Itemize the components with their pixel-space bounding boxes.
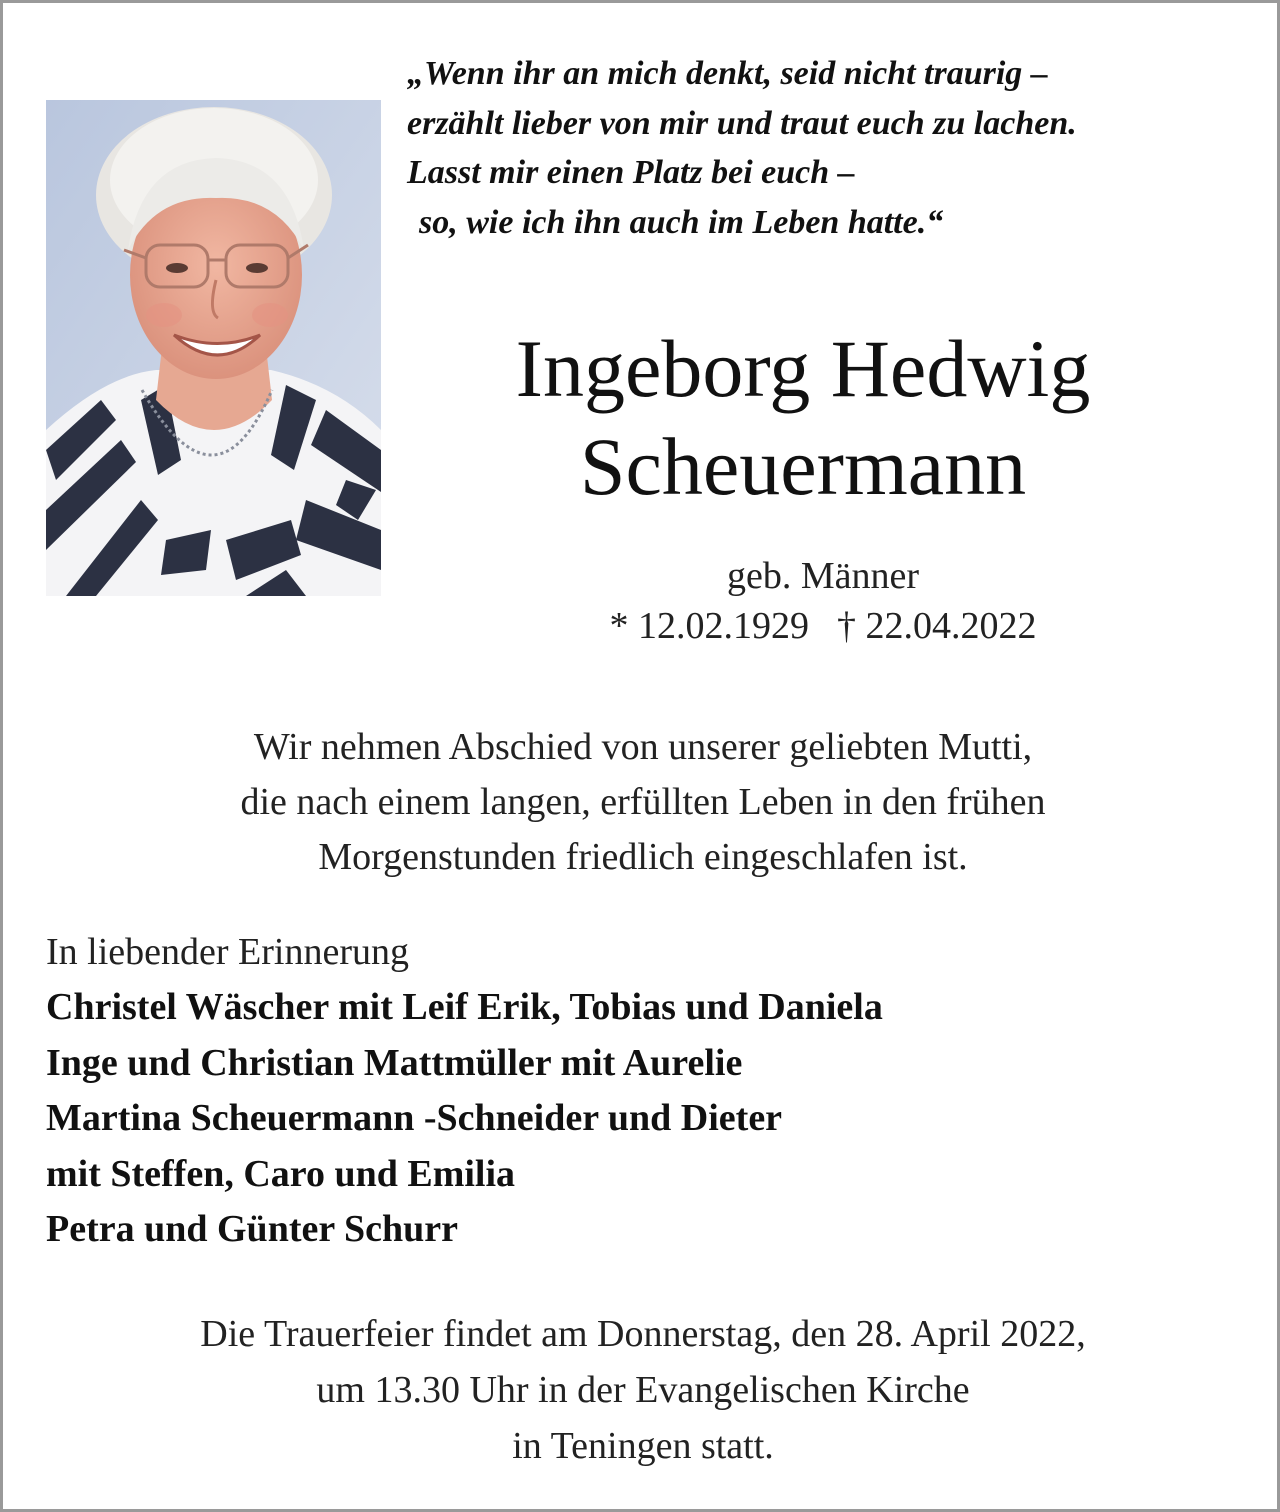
deceased-name [403,320,1203,516]
maiden-name: geb. Männer [726,555,920,597]
birth-date: * 12.02.1929 [609,605,809,647]
memorial-quote [407,49,1237,247]
mourner-line: Martina Scheuermann -Schneider und Dieter [46,1097,783,1139]
quote-line: „Wenn ihr an mich denkt, seid nicht traurig – [407,55,1048,92]
mourner-line: Christel Wäscher mit Leif Erik, Tobias und Daniela [46,986,883,1028]
farewell-text [43,720,1243,885]
funeral-service-info [43,1306,1243,1474]
portrait-illustration [46,100,381,596]
mourners-intro: In liebender Erinnerung [46,931,409,973]
farewell-line: Wir nehmen Abschied von unserer geliebten Mutti, [253,726,1033,768]
quote-line: erzählt lieber von mir und traut euch zu lachen. [407,104,1077,142]
portrait-photo [46,100,381,596]
quote-line: so, wie ich ihn auch im Leben hatte.“ [419,203,944,241]
life-dates [423,601,1223,651]
name-last-line: Scheuermann [579,421,1027,512]
service-line: um 13.30 Uhr in der Evangelischen Kirche [316,1369,970,1411]
farewell-line: die nach einem langen, erfüllten Leben in den frühen [240,781,1046,823]
mourner-line: Petra und Günter Schurr [46,1208,459,1250]
mourners-list [46,980,883,1258]
mourner-line: mit Steffen, Caro und Emilia [46,1152,516,1195]
death-date: † 22.04.2022 [837,605,1037,647]
farewell-line: Morgenstunden friedlich eingeschlafen ist. [318,836,968,878]
birth-death-info [423,551,1223,651]
mourner-line: Inge und Christian Mattmüller mit Aurelie [46,1041,743,1084]
name-first-line: Ingeborg Hedwig [515,323,1091,414]
service-line: Die Trauerfeier findet am Donnerstag, den 28. April 2022, [200,1313,1086,1355]
quote-line: Lasst mir einen Platz bei euch – [407,154,855,191]
service-line: in Teningen statt. [512,1425,774,1467]
